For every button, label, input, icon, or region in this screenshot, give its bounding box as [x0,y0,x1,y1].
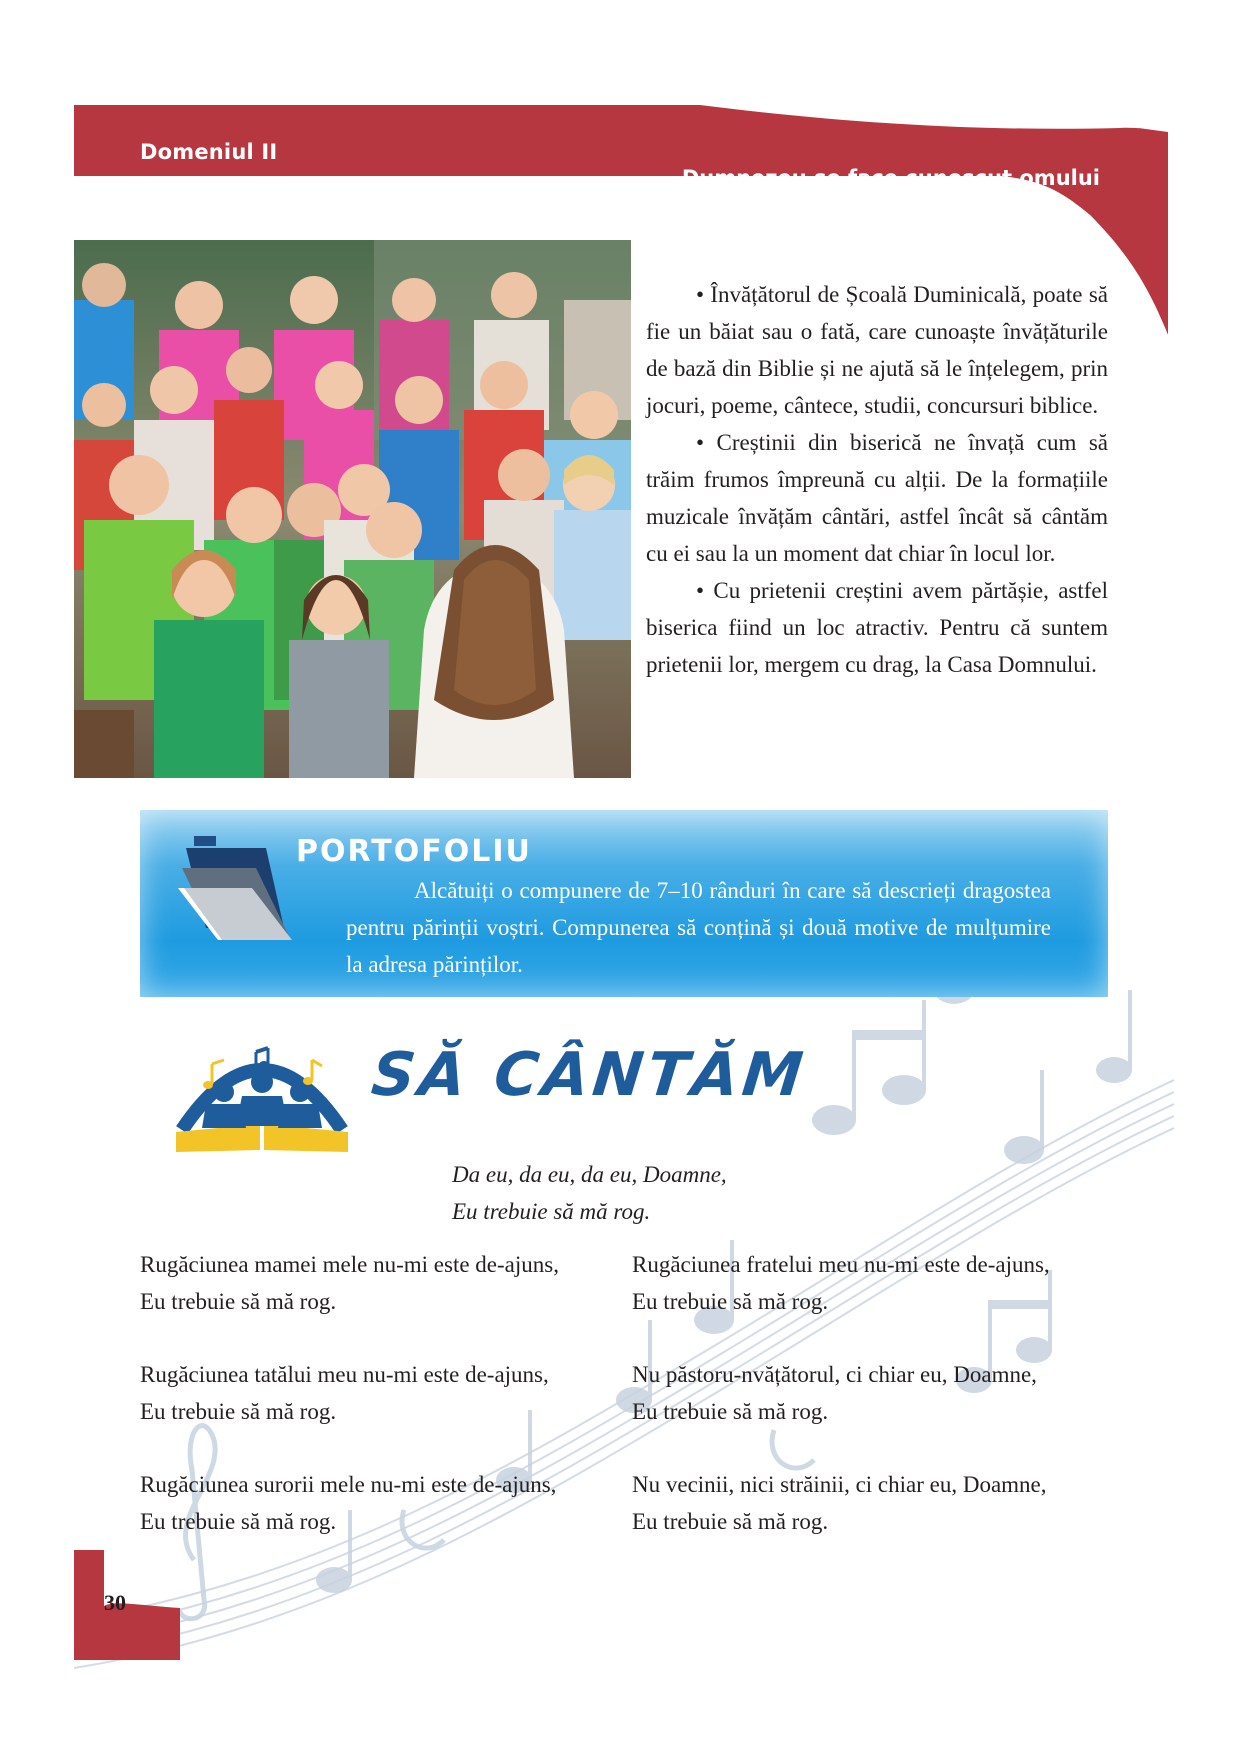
chapter-title: Dumnezeu se face cunoscut omului [681,166,1100,190]
verse-1 [140,1246,559,1320]
song-title: SĂ CÂNTĂM [368,1040,810,1110]
domain-label: Domeniul II [140,140,278,164]
verse-line: Eu trebuie să mă rog. [140,1399,337,1424]
singing-children-logo [172,1030,352,1160]
verse-line: Rugăciunea surorii mele nu-mi este de-ajuns, [140,1472,557,1497]
verse-line: Eu trebuie să mă rog. [632,1289,829,1314]
intro-text [646,276,1108,683]
verse-line: Rugăciunea tatălui meu nu-mi este de-ajuns, [140,1362,549,1387]
intro-paragraph: • Învățătorul de Școală Duminicală, poate să fie un băiat sau o fată, care cunoaște învățăturile de bază din Biblie și ne ajută să le înțelegem, prin jocuri, poeme, cântece, studii, concursuri biblice. [646,282,1108,418]
verse-line: Eu trebuie să mă rog. [632,1509,829,1534]
page-tab [74,1550,184,1660]
verse-line: Rugăciunea mamei mele nu-mi este de-ajuns, [140,1252,559,1277]
folder-icon [174,828,294,948]
verse-6 [632,1466,1047,1540]
song-refrain [452,1156,727,1230]
verse-4 [632,1246,1050,1320]
verse-line: Eu trebuie să mă rog. [140,1509,337,1534]
intro-paragraph: • Creștinii din biserică ne învață cum să trăim frumos împreună cu alții. De la formațiile muzicale învățăm cântări, astfel încât să cântăm cu ei sau la un moment dat chiar în locul lor. [646,430,1108,566]
intro-paragraph: • Cu prietenii creștini avem părtășie, astfel biserica fiind un loc atractiv. Pentru că suntem prietenii lor, mergem cu drag, la Casa Domnului. [646,578,1108,677]
verse-line: Rugăciunea fratelui meu nu-mi este de-ajuns, [632,1252,1050,1277]
verse-line: Nu vecinii, nici străinii, ci chiar eu, Doamne, [632,1472,1047,1497]
verse-line: Eu trebuie să mă rog. [140,1289,337,1314]
page-number: 30 [104,1590,126,1615]
verse-5 [632,1356,1037,1430]
portfolio-title: PORTOFOLIU [296,834,532,869]
verse-3 [140,1466,556,1540]
verse-2 [140,1356,549,1430]
refrain-line: Eu trebuie să mă rog. [452,1199,651,1224]
portfolio-box [140,810,1108,997]
refrain-line: Da eu, da eu, da eu, Doamne, [452,1162,727,1187]
portfolio-text: Alcătuiți o compunere de 7–10 rânduri în care să descrieți dragostea pentru părinții voștri. Compunerea să conțină și două motive de mulțumire la adresa părinților. [346,878,1051,977]
children-choir-photo [74,240,631,778]
verse-line: Eu trebuie să mă rog. [632,1399,829,1424]
verse-line: Nu păstoru-nvățătorul, ci chiar eu, Doamne, [632,1362,1037,1387]
